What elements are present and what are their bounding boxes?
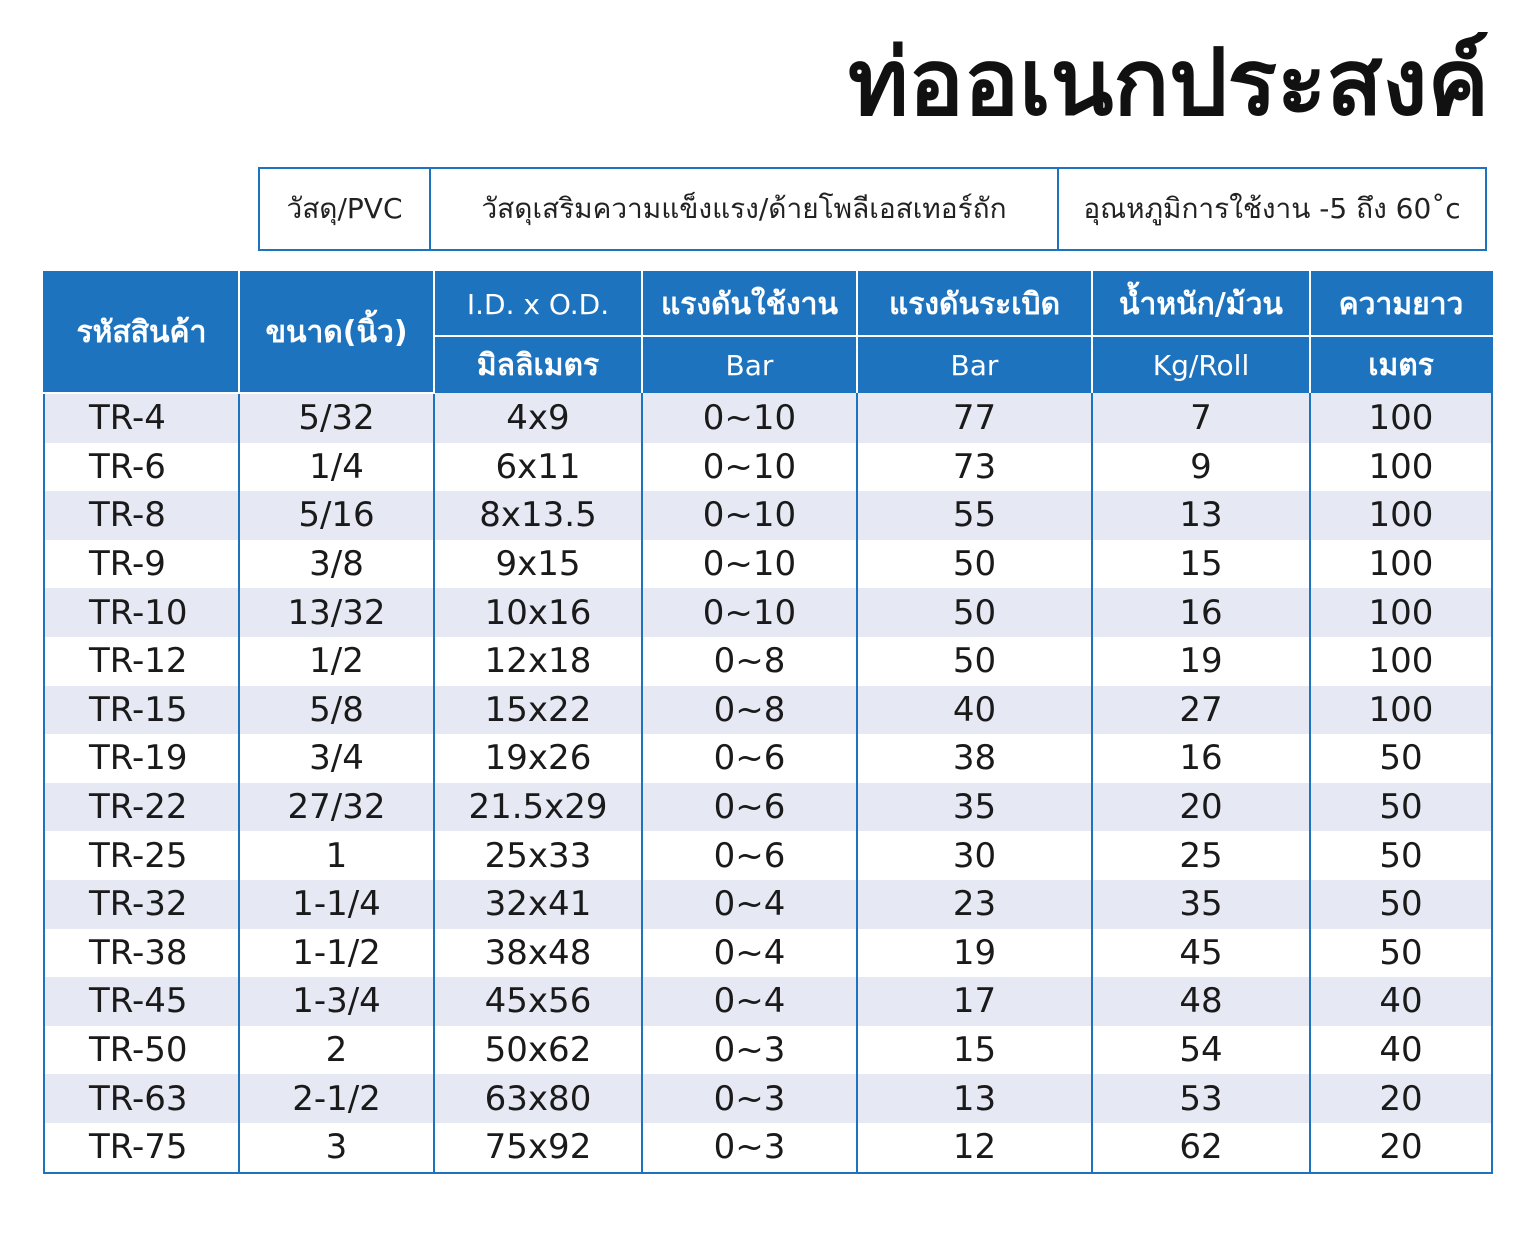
table-row [44, 880, 1492, 929]
idod-cell: 38x48 [434, 929, 642, 978]
working-pressure-cell: 0~6 [642, 783, 857, 832]
code-cell: TR-75 [44, 1123, 239, 1173]
burst-pressure-cell: 17 [857, 977, 1092, 1026]
idod-cell: 4x9 [434, 393, 642, 443]
length-cell: 20 [1310, 1123, 1492, 1173]
idod-cell: 75x92 [434, 1123, 642, 1173]
idod-cell: 25x33 [434, 831, 642, 880]
idod-cell: 15x22 [434, 686, 642, 735]
working-pressure-cell: 0~3 [642, 1123, 857, 1173]
size-cell: 5/8 [239, 686, 434, 735]
length-cell: 100 [1310, 637, 1492, 686]
burst-pressure-cell: 40 [857, 686, 1092, 735]
working-pressure-cell: 0~4 [642, 880, 857, 929]
spec-reinforcement: วัสดุเสริมความแข็งแรง/ด้ายโพลีเอสเทอร์ถัก [431, 169, 1059, 249]
code-cell: TR-10 [44, 588, 239, 637]
length-cell: 100 [1310, 491, 1492, 540]
burst-pressure-cell: 30 [857, 831, 1092, 880]
burst-pressure-cell: 55 [857, 491, 1092, 540]
size-cell: 5/32 [239, 393, 434, 443]
table-row [44, 1074, 1492, 1123]
table-row [44, 831, 1492, 880]
size-cell: 1/4 [239, 443, 434, 492]
length-cell: 50 [1310, 929, 1492, 978]
table-row [44, 1026, 1492, 1075]
code-cell: TR-25 [44, 831, 239, 880]
table-row [44, 443, 1492, 492]
spec-material: วัสดุ/PVC [260, 169, 431, 249]
header-length-unit: เมตร [1310, 336, 1492, 393]
table-row [44, 734, 1492, 783]
burst-pressure-cell: 19 [857, 929, 1092, 978]
weight-cell: 7 [1092, 393, 1310, 443]
weight-cell: 20 [1092, 783, 1310, 832]
table-row [44, 491, 1492, 540]
weight-cell: 16 [1092, 734, 1310, 783]
weight-cell: 13 [1092, 491, 1310, 540]
length-cell: 100 [1310, 443, 1492, 492]
weight-cell: 15 [1092, 540, 1310, 589]
weight-cell: 25 [1092, 831, 1310, 880]
length-cell: 100 [1310, 588, 1492, 637]
size-cell: 1 [239, 831, 434, 880]
burst-pressure-cell: 15 [857, 1026, 1092, 1075]
code-cell: TR-4 [44, 393, 239, 443]
working-pressure-cell: 0~4 [642, 977, 857, 1026]
header-code: รหัสสินค้า [44, 272, 239, 393]
header-working-pressure: แรงดันใช้งาน [642, 272, 857, 336]
code-cell: TR-6 [44, 443, 239, 492]
code-cell: TR-32 [44, 880, 239, 929]
spec-temperature: อุณหภูมิการใช้งาน -5 ถึง 60˚c [1083, 192, 1461, 225]
header-burst-pressure-unit: Bar [857, 336, 1092, 393]
code-cell: TR-15 [44, 686, 239, 735]
product-table [43, 271, 1493, 1174]
working-pressure-cell: 0~10 [642, 540, 857, 589]
working-pressure-cell: 0~3 [642, 1074, 857, 1123]
table-row [44, 977, 1492, 1026]
weight-cell: 54 [1092, 1026, 1310, 1075]
idod-cell: 6x11 [434, 443, 642, 492]
header-weight: น้ำหนัก/ม้วน [1092, 272, 1310, 336]
burst-pressure-cell: 73 [857, 443, 1092, 492]
length-cell: 50 [1310, 783, 1492, 832]
size-cell: 1-3/4 [239, 977, 434, 1026]
code-cell: TR-19 [44, 734, 239, 783]
table-row [44, 637, 1492, 686]
weight-cell: 19 [1092, 637, 1310, 686]
idod-cell: 9x15 [434, 540, 642, 589]
table-row [44, 783, 1492, 832]
table-row [44, 929, 1492, 978]
code-cell: TR-8 [44, 491, 239, 540]
weight-cell: 27 [1092, 686, 1310, 735]
weight-cell: 35 [1092, 880, 1310, 929]
idod-cell: 12x18 [434, 637, 642, 686]
page-title: ท่ออเนกประสงค์ [847, 29, 1489, 136]
working-pressure-cell: 0~10 [642, 491, 857, 540]
weight-cell: 53 [1092, 1074, 1310, 1123]
idod-cell: 45x56 [434, 977, 642, 1026]
working-pressure-cell: 0~10 [642, 588, 857, 637]
weight-cell: 62 [1092, 1123, 1310, 1173]
size-cell: 3/4 [239, 734, 434, 783]
weight-cell: 48 [1092, 977, 1310, 1026]
header-weight-unit: Kg/Roll [1092, 336, 1310, 393]
code-cell: TR-50 [44, 1026, 239, 1075]
spec-box [258, 167, 1487, 251]
header-size: ขนาด(นิ้ว) [239, 272, 434, 393]
burst-pressure-cell: 13 [857, 1074, 1092, 1123]
size-cell: 13/32 [239, 588, 434, 637]
size-cell: 1-1/4 [239, 880, 434, 929]
size-cell: 1/2 [239, 637, 434, 686]
header-idod: I.D. x O.D. [434, 272, 642, 336]
idod-cell: 19x26 [434, 734, 642, 783]
table-row [44, 540, 1492, 589]
code-cell: TR-12 [44, 637, 239, 686]
length-cell: 50 [1310, 831, 1492, 880]
working-pressure-cell: 0~3 [642, 1026, 857, 1075]
burst-pressure-cell: 38 [857, 734, 1092, 783]
length-cell: 50 [1310, 880, 1492, 929]
code-cell: TR-63 [44, 1074, 239, 1123]
burst-pressure-cell: 50 [857, 637, 1092, 686]
size-cell: 2 [239, 1026, 434, 1075]
burst-pressure-cell: 50 [857, 540, 1092, 589]
idod-cell: 32x41 [434, 880, 642, 929]
working-pressure-cell: 0~4 [642, 929, 857, 978]
header-working-pressure-unit: Bar [642, 336, 857, 393]
table-row [44, 393, 1492, 443]
size-cell: 3 [239, 1123, 434, 1173]
table-row [44, 1123, 1492, 1173]
working-pressure-cell: 0~8 [642, 637, 857, 686]
length-cell: 40 [1310, 1026, 1492, 1075]
length-cell: 20 [1310, 1074, 1492, 1123]
burst-pressure-cell: 50 [857, 588, 1092, 637]
size-cell: 27/32 [239, 783, 434, 832]
size-cell: 1-1/2 [239, 929, 434, 978]
idod-cell: 50x62 [434, 1026, 642, 1075]
header-burst-pressure: แรงดันระเบิด [857, 272, 1092, 336]
burst-pressure-cell: 12 [857, 1123, 1092, 1173]
table-row [44, 588, 1492, 637]
header-length: ความยาว [1310, 272, 1492, 336]
header-idod-unit: มิลลิเมตร [434, 336, 642, 393]
working-pressure-cell: 0~10 [642, 393, 857, 443]
table-body [44, 393, 1492, 1173]
length-cell: 40 [1310, 977, 1492, 1026]
length-cell: 100 [1310, 686, 1492, 735]
burst-pressure-cell: 23 [857, 880, 1092, 929]
idod-cell: 21.5x29 [434, 783, 642, 832]
burst-pressure-cell: 35 [857, 783, 1092, 832]
length-cell: 100 [1310, 540, 1492, 589]
weight-cell: 16 [1092, 588, 1310, 637]
code-cell: TR-38 [44, 929, 239, 978]
size-cell: 3/8 [239, 540, 434, 589]
size-cell: 2-1/2 [239, 1074, 434, 1123]
burst-pressure-cell: 77 [857, 393, 1092, 443]
code-cell: TR-45 [44, 977, 239, 1026]
idod-cell: 10x16 [434, 588, 642, 637]
length-cell: 50 [1310, 734, 1492, 783]
weight-cell: 45 [1092, 929, 1310, 978]
length-cell: 100 [1310, 393, 1492, 443]
weight-cell: 9 [1092, 443, 1310, 492]
code-cell: TR-9 [44, 540, 239, 589]
size-cell: 5/16 [239, 491, 434, 540]
working-pressure-cell: 0~10 [642, 443, 857, 492]
code-cell: TR-22 [44, 783, 239, 832]
working-pressure-cell: 0~8 [642, 686, 857, 735]
table-row [44, 686, 1492, 735]
working-pressure-cell: 0~6 [642, 734, 857, 783]
idod-cell: 63x80 [434, 1074, 642, 1123]
working-pressure-cell: 0~6 [642, 831, 857, 880]
idod-cell: 8x13.5 [434, 491, 642, 540]
